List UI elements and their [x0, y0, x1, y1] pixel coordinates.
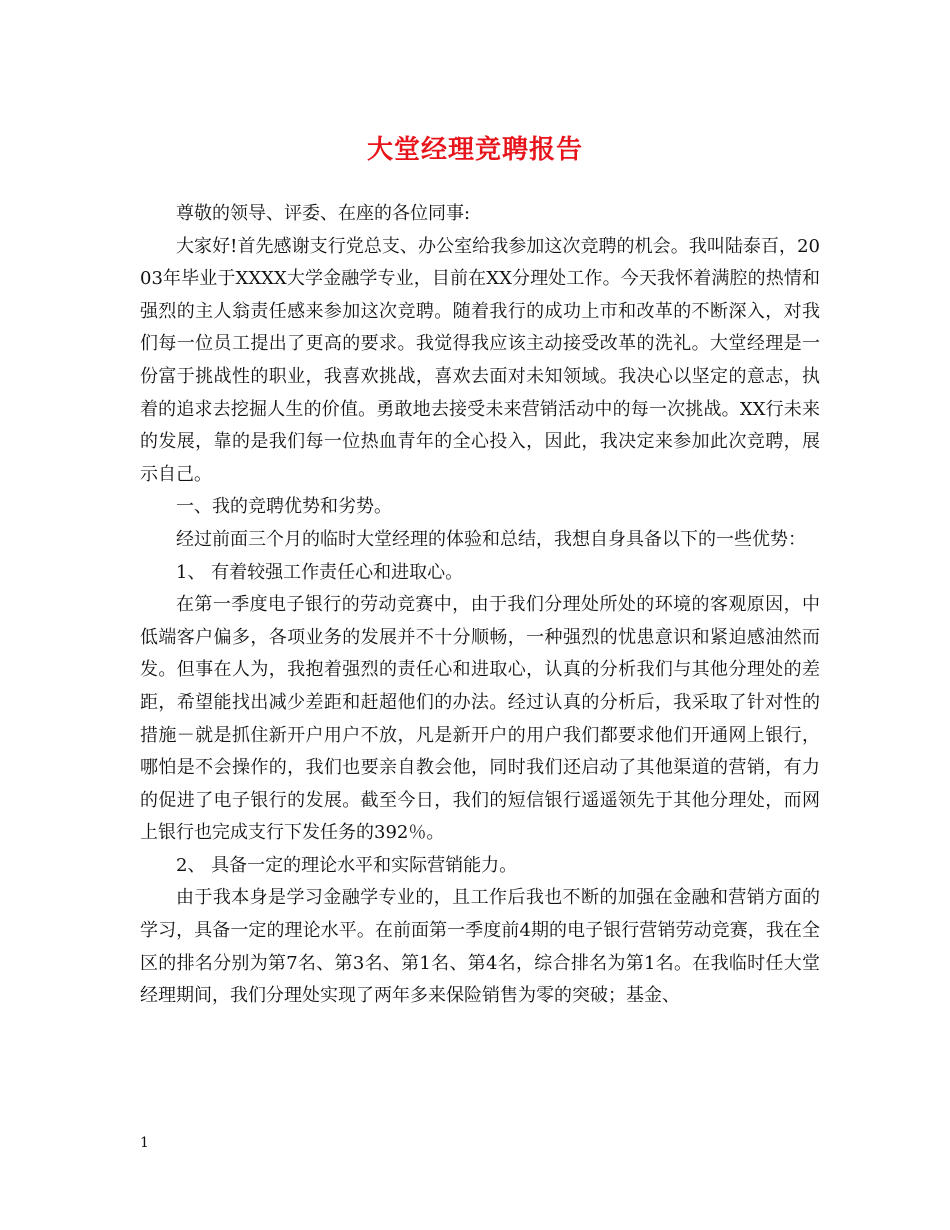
- document-title: 大堂经理竞聘报告: [366, 135, 583, 165]
- advantage-item-1-paragraph: 在第一季度电子银行的劳动竞赛中，由于我们分理处所处的环境的客观原因，中低端客户偏多，各项业务的发展并不十分顺畅，一种强烈的忧患意识和紧迫感油然而发。但事在人为，我抱着强烈的责任心和进取心，认真的分析我们与其他分理处的差距，希望能找出减少差距和赶超他们的办法。经过认真的分析后，我采取了针对性的措施－就是抓住新开户用户不放，凡是新开户的用户我们都要求他们开通网上银行，哪怕是不会操作的，我们也要亲自教会他，同时我们还启动了其他渠道的营销，有力的促进了电子银行的发展。截至今日，我们的短信银行遥遥领先于其他分理处，而网上银行也完成支行下发任务的392％。: [140, 594, 820, 844]
- section-heading-advantages: 一、我的竞聘优势和劣势。: [176, 496, 392, 518]
- advantages-intro-paragraph: 经过前面三个月的临时大堂经理的体验和总结，我想自身具备以下的一些优势：: [176, 528, 806, 550]
- advantage-item-2-heading: 2、 具备一定的理论水平和实际营销能力。: [176, 854, 518, 876]
- introduction-paragraph: 大家好!首先感谢支行党总支、办公室给我参加这次竞聘的机会。我叫陆泰百，2003年毕业于XXXX大学金融学专业，目前在XX分理处工作。今天我怀着满腔的热情和强烈的主人翁责任感来参加这次竞聘。随着我行的成功上市和改革的不断深入，对我们每一位员工提出了更高的要求。我觉得我应该主动接受改革的洗礼。大堂经理是一份富于挑战性的职业，我喜欢挑战，喜欢去面对未知领域。我决心以坚定的意志，执着的追求去挖掘人生的价值。勇敢地去接受未来营销活动中的每一次挑战。XX行未来的发展，靠的是我们每一位热血青年的全心投入，因此，我决定来参加此次竞聘，展示自己。: [140, 235, 820, 485]
- salutation-paragraph: 尊敬的领导、评委、在座的各位同事:: [176, 203, 471, 224]
- document-body: [140, 198, 820, 1013]
- advantage-item-2-paragraph: 由于我本身是学习金融学专业的，且工作后我也不断的加强在金融和营销方面的学习，具备一定的理论水平。在前面第一季度前4期的电子银行营销劳动竞赛，我在全区的排名分别为第7名、第3名、第1名、第4名，综合排名为第1名。在我临时任大堂经理期间，我们分理处实现了两年多来保险销售为零的突破；基金、: [140, 887, 820, 1007]
- page-number: 1: [140, 1135, 149, 1151]
- advantage-item-1-heading: 1、 有着较强工作责任心和进取心。: [176, 561, 464, 583]
